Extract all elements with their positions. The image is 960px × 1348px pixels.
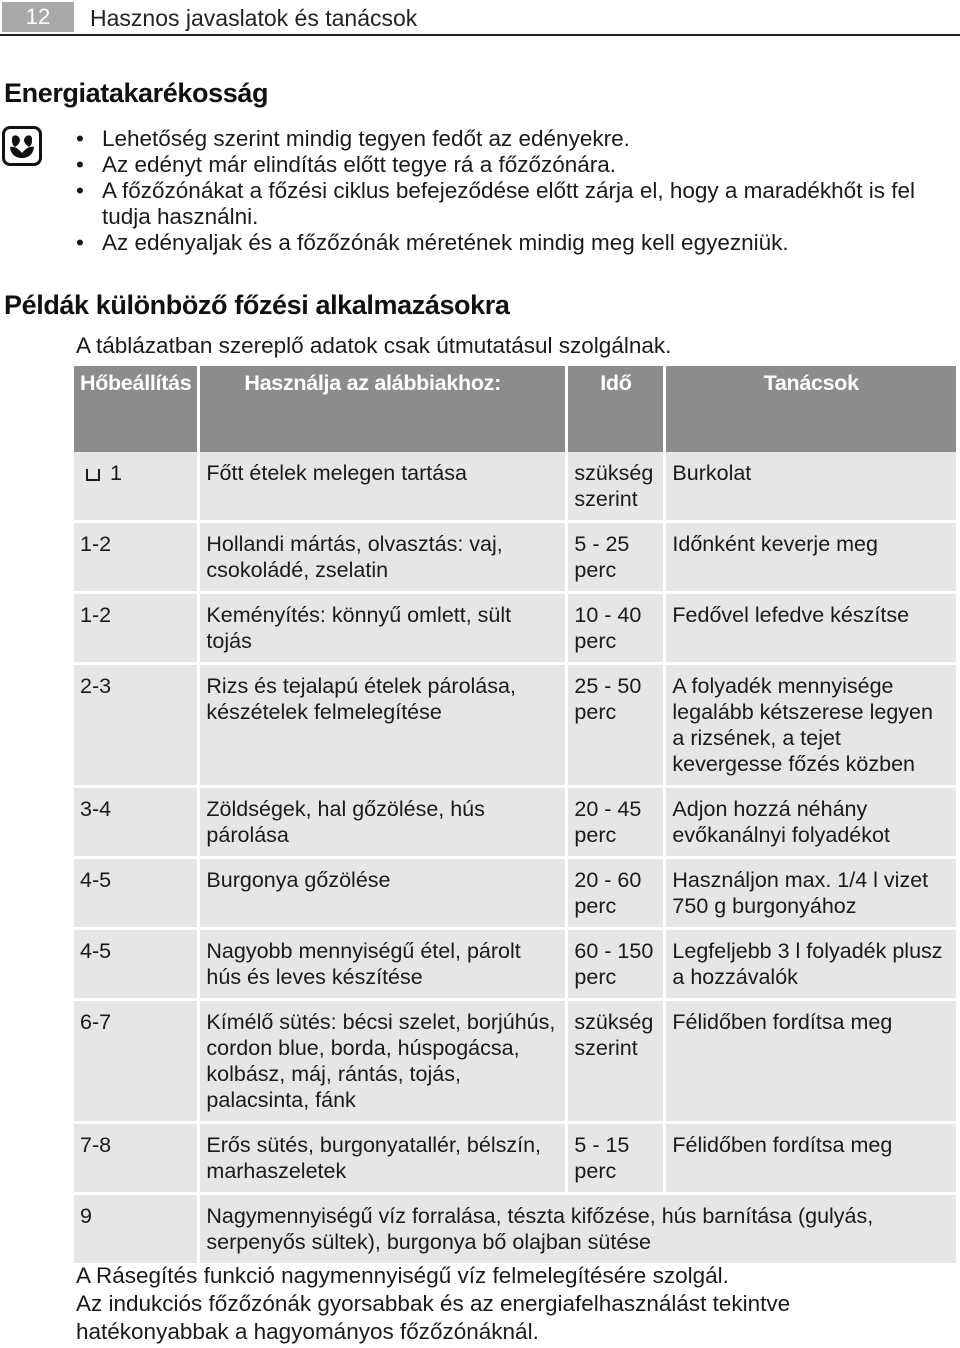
table-row [74, 452, 956, 523]
tip-cell: A folyadék mennyisége legalább kétszerese legyen a rizsének, a tejet kevergesse főzés közben [666, 665, 956, 788]
page-number: 12 [2, 2, 74, 32]
footer-note: Az indukciós főzőzónák gyorsabbak és az energiafelhasználást tekintve hatékonyabbak a hagyományos főzőzónáknál. [76, 1291, 791, 1344]
heat-setting-cell: 6-7 [74, 1001, 200, 1124]
heat-setting-cell: 3-4 [74, 788, 200, 859]
table-row [74, 1124, 956, 1195]
time-cell: 5 - 25 perc [568, 523, 666, 594]
tip-cell: Időnként keverje meg [666, 523, 956, 594]
table-header-row [74, 366, 956, 452]
tip-cell: Legfeljebb 3 l folyadék plusz a hozzávalók [666, 930, 956, 1001]
use-cell: Hollandi mártás, olvasztás: vaj, csokoládé, zselatin [200, 523, 568, 594]
tip-cell: Fedővel lefedve készítse [666, 594, 956, 665]
column-header-tips: Tanácsok [666, 366, 956, 452]
tip-cell: Félidőben fordítsa meg [666, 1001, 956, 1124]
tip-cell: Burkolat [666, 452, 956, 523]
time-cell: 25 - 50 perc [568, 665, 666, 788]
table-row [74, 594, 956, 665]
time-cell: 5 - 15 perc [568, 1124, 666, 1195]
tip-cell: Használjon max. 1/4 l vizet 750 g burgonyához [666, 859, 956, 930]
heat-setting-cell: 9 [74, 1195, 200, 1266]
page-header [0, 0, 960, 36]
table-row [74, 930, 956, 1001]
energy-saving-title: Energiatakarékosság [4, 78, 269, 108]
tip-cell: Adjon hozzá néhány evőkanálnyi folyadékot [666, 788, 956, 859]
use-cell: Kímélő sütés: bécsi szelet, borjúhús, cordon blue, borda, húspogácsa, kolbász, máj, rántás, tojás, palacsinta, fánk [200, 1001, 568, 1124]
keep-warm-icon [86, 469, 100, 481]
heat-setting-cell: 1-2 [74, 523, 200, 594]
time-cell: 20 - 45 perc [568, 788, 666, 859]
footer-note: A Rásegítés funkció nagymennyiségű víz felmelegítésére szolgál. [76, 1263, 729, 1288]
column-header-time: Idő [568, 366, 666, 452]
eco-leaf-icon [2, 126, 42, 166]
use-cell: Nagymennyiségű víz forralása, tészta kifőzése, hús barnítása (gulyás, serpenyős sültek), burgonya bő olajban sütése [200, 1195, 956, 1266]
use-cell: Burgonya gőzölése [200, 859, 568, 930]
heat-setting-cell: 1 [74, 452, 200, 523]
bullet-item: • A főzőzónákat a főzési ciklus befejeződése előtt zárja el, hogy a maradékhőt is fel tudja használni. [74, 178, 954, 230]
column-header-heat-setting: Hőbeállítás [74, 366, 200, 452]
column-header-use: Használja az alábbiakhoz: [200, 366, 568, 452]
cooking-guide-table [74, 366, 956, 1266]
bullet-item: • Az edényaljak és a főzőzónák méretének mindig meg kell egyezniük. [74, 230, 954, 256]
heat-setting-cell: 1-2 [74, 594, 200, 665]
energy-saving-list [74, 126, 954, 256]
bullet-item: • Lehetőség szerint mindig tegyen fedőt az edényekre. [74, 126, 954, 152]
time-cell: 60 - 150 perc [568, 930, 666, 1001]
examples-intro: A táblázatban szereplő adatok csak útmutatásul szolgálnak. [76, 333, 672, 358]
use-cell: Rizs és tejalapú ételek párolása, készételek felmelegítése [200, 665, 568, 788]
time-cell: 20 - 60 perc [568, 859, 666, 930]
heat-setting-cell: 4-5 [74, 930, 200, 1001]
heat-setting-cell: 4-5 [74, 859, 200, 930]
table-row [74, 1195, 956, 1266]
table-row [74, 859, 956, 930]
table-row [74, 523, 956, 594]
footer-notes [76, 1262, 946, 1346]
time-cell: szükség szerint [568, 452, 666, 523]
use-cell: Keményítés: könnyű omlett, sült tojás [200, 594, 568, 665]
use-cell: Zöldségek, hal gőzölése, hús párolása [200, 788, 568, 859]
time-cell: szükség szerint [568, 1001, 666, 1124]
table-row [74, 788, 956, 859]
use-cell: Erős sütés, burgonyatallér, bélszín, marhaszeletek [200, 1124, 568, 1195]
time-cell: 10 - 40 perc [568, 594, 666, 665]
bullet-item: • Az edényt már elindítás előtt tegye rá a főzőzónára. [74, 152, 954, 178]
table-row [74, 1001, 956, 1124]
use-cell: Főtt ételek melegen tartása [200, 452, 568, 523]
tip-cell: Félidőben fordítsa meg [666, 1124, 956, 1195]
examples-title: Példák különböző főzési alkalmazásokra [4, 290, 510, 320]
table-row [74, 665, 956, 788]
header-title: Hasznos javaslatok és tanácsok [90, 5, 418, 31]
heat-setting-cell: 2-3 [74, 665, 200, 788]
use-cell: Nagyobb mennyiségű étel, párolt hús és leves készítése [200, 930, 568, 1001]
heat-setting-cell: 7-8 [74, 1124, 200, 1195]
